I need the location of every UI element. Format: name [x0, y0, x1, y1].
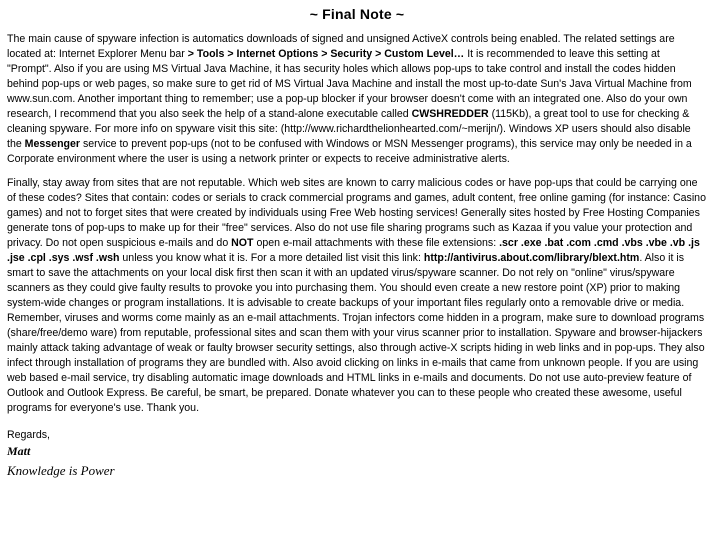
- p2-text-2: open e-mail attachments with these file extensions:: [253, 237, 500, 249]
- signature-name: Matt: [7, 444, 31, 458]
- messenger-service: Messenger: [24, 138, 81, 150]
- p1-text-1: The main cause of spyware infection is automatics downloads of signed and unsigned ActiveX controls being enabled. The related settings are located at: Internet Explorer Menu bar: [7, 33, 675, 60]
- extensions-link[interactable]: http://antivirus.about.com/library/blext.htm: [423, 252, 640, 264]
- regards-text: Regards,: [7, 429, 50, 441]
- p2-text-3: unless you know what it is. For a more detailed list visit this link:: [119, 252, 424, 264]
- page-title: ~ Final Note ~: [309, 6, 405, 22]
- p1-text-4: service to prevent pop-ups (not to be confused with Windows or MSN Messenger programs), this service may only be needed in a Corporate environment where the user is using a network printer or expects to receive administrative alerts.: [7, 138, 692, 165]
- not-emphasis: NOT: [231, 237, 254, 249]
- p2-text-1: Finally, stay away from sites that are not reputable. Which web sites are known to carry malicious codes or have pop-ups that could be carrying one of these codes? Sites that contain: codes or serials to crack commercial programs and games, adult content, free online gaming (for instance: Casino games) and not to forget sites that were created by individuals using Free Web hosting services! Generally sites hosted by Free Hosting Companies generate tons of pop-ups to make up for their "free" services. Also do not use file sharing programs such as Kazaa if you value your protection and privacy. Do not open suspicious e-mails and do: [7, 177, 706, 249]
- paragraph-activex: [7, 32, 707, 167]
- cwshredder-name: CWSHREDDER: [411, 108, 489, 120]
- signature-motto: Knowledge is Power: [7, 463, 115, 478]
- settings-path: > Tools > Internet Options > Security > Custom Level…: [187, 48, 465, 60]
- file-extensions: .scr .exe .bat .com .cmd .vbs .vbe .vb .js .jse .cpl .sys .wsf .wsh: [7, 237, 700, 264]
- p1-text-2: It is recommended to leave this setting at "Prompt". Also if you are using MS Virtual Java Machine, it has security holes which allows pop-ups to take control and install the codes hidden behind pop-ups or web pages, so make sure to get rid of MS Virtual Java Machine and install the most up-to-date Sun's Java Virtual Machine from www.sun.com. Another important thing to remember; use a pop-up blocker if your browser doesn't come with an integrated one. Also do your own research, I recommend that you also seek the help of a stand-alone executable called: [7, 48, 692, 120]
- p2-text-4: . Also it is smart to save the attachments on your local disk first then scan it with an updated virus/spyware scanner. Do not rely on "online" virus/spyware scanners as they could give faulty results to provoke you into purchasing them. You should even create a new restore point (XP) prior to making system-wide changes or program installations. It is advisable to create backups of your important files regularly onto a removable drive or media. Remember, viruses and worms come mainly as an e-mail attachments. Trojan infectors come hidden in a program, make sure to download programs (share/free/demo ware) from reputable, professional sites and scan them with your virus scanner prior to installation. Spyware and browser-hijackers mainly attack taking advantage of weak or faulty browser security settings, also through active-X scripts hiding in web links and in pop-ups. They also infect through installation of programs they are bundled with. Also avoid clicking on links in e-mails that came from unknown people. If you are using web based e-mail service, try disabling automatic image downloads and HTML links in e-mails and documents. Do not use auto-preview feature of Outlook and Outlook Express. Be careful, be smart, be prepared. Donate whatever you can to these people who created these awesome, useful programs for everyone's use. Thank you.: [7, 252, 705, 414]
- p1-text-3: (115Kb), a great tool to use for checking & cleaning spyware. For more info on spyware visit this site: (http://www.richardthelionhearted.com/~merijn/). Windows XP users should also disable the: [7, 108, 691, 150]
- paragraph-safety: [7, 176, 707, 416]
